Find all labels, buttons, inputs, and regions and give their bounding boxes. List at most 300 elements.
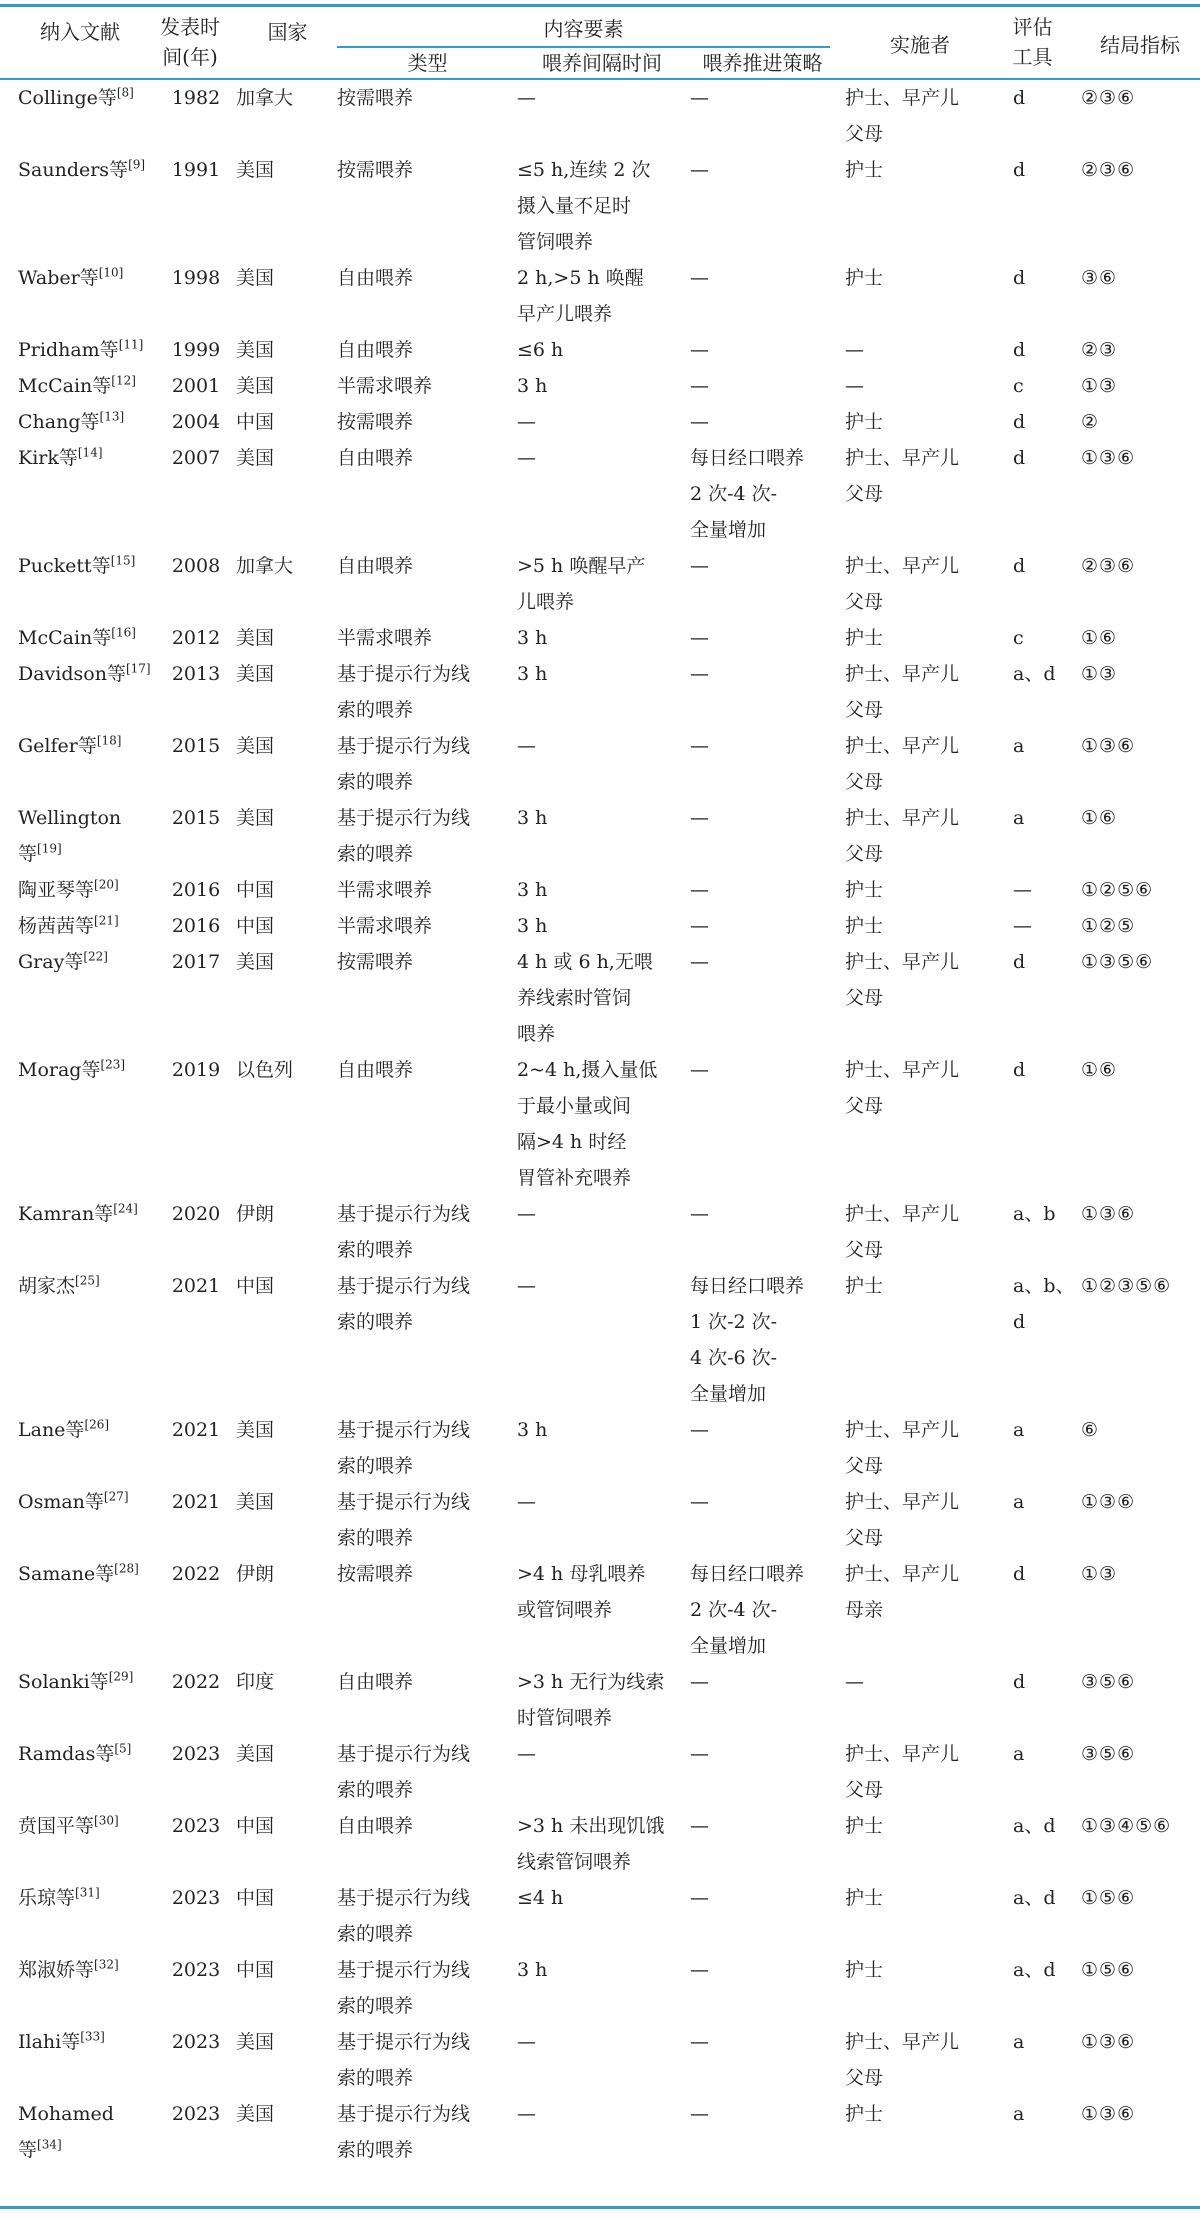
country-text: 美国 (236, 267, 275, 289)
cell-year (160, 548, 232, 620)
cell-implementer (845, 1808, 1007, 1880)
cell-strategy (690, 944, 845, 1052)
outcome-text: ①⑥ (1081, 627, 1118, 649)
year-text: 2022 (171, 1671, 221, 1693)
implementer-text: 护士、早产儿 母亲 (845, 1563, 960, 1621)
strategy-text: 每日经口喂养 1 次-2 次- 4 次-6 次- 全量增加 (690, 1275, 805, 1405)
cell-strategy (690, 800, 845, 872)
cell-year (160, 1736, 232, 1808)
cell-outcome (1075, 1484, 1200, 1556)
cell-year (160, 152, 232, 260)
type-text: 按需喂养 (337, 1563, 414, 1585)
cell-ref (0, 260, 160, 332)
cell-year (160, 1664, 232, 1736)
cell-type (337, 1052, 517, 1196)
cell-implementer (845, 2096, 1007, 2168)
header-type: 类型 (407, 51, 448, 75)
cell-ref (0, 1052, 160, 1196)
cell-ref (0, 1484, 160, 1556)
cell-outcome (1075, 1052, 1200, 1196)
type-text: 基于提示行为线 索的喂养 (337, 1959, 471, 2017)
cell-outcome (1075, 944, 1200, 1052)
cell-year (160, 1484, 232, 1556)
interval-text: ≤6 h (517, 339, 564, 361)
cell-strategy (690, 260, 845, 332)
cell-tool (1007, 80, 1075, 152)
cell-type (337, 1952, 517, 2024)
cell-ref (0, 1880, 160, 1952)
cell-year (160, 80, 232, 152)
data-table (0, 80, 1200, 2168)
cell-tool (1007, 1484, 1075, 1556)
cell-strategy (690, 1268, 845, 1412)
strategy-text: — (690, 1887, 709, 1909)
country-text: 伊朗 (236, 1203, 275, 1225)
table-row (0, 404, 1200, 440)
cell-ref (0, 1736, 160, 1808)
citation-superscript: [22] (83, 949, 108, 964)
outcome-text: ②③⑥ (1081, 159, 1136, 181)
cell-country (232, 548, 337, 620)
cell-strategy (690, 1484, 845, 1556)
cell-strategy (690, 368, 845, 404)
cell-outcome (1075, 332, 1200, 368)
table-row (0, 1952, 1200, 2024)
year-text: 2023 (171, 1815, 221, 1837)
cell-implementer (845, 908, 1007, 944)
citation-superscript: [5] (114, 1741, 132, 1756)
year-text: 2022 (171, 1563, 221, 1585)
cell-type (337, 728, 517, 800)
strategy-text: — (690, 735, 709, 757)
interval-text: 3 h (517, 1959, 548, 1981)
table-row (0, 260, 1200, 332)
strategy-text: — (690, 159, 709, 181)
country-text: 美国 (236, 2103, 275, 2125)
cell-outcome (1075, 656, 1200, 728)
cell-strategy (690, 1556, 845, 1664)
tool-text: d (1013, 447, 1026, 469)
implementer-text: 护士 (845, 915, 884, 937)
ref-text: 乐琼等 (18, 1887, 76, 1909)
interval-text: 3 h (517, 375, 548, 397)
strategy-text: — (690, 1419, 709, 1441)
ref-text: Waber等 (18, 267, 99, 289)
cell-type (337, 80, 517, 152)
tool-text: d (1013, 267, 1026, 289)
cell-tool (1007, 656, 1075, 728)
outcome-text: ③⑤⑥ (1081, 1743, 1136, 1765)
tool-text: a、d (1013, 1815, 1056, 1837)
cell-year (160, 2024, 232, 2096)
interval-text: 2 h,>5 h 唤醒 早产儿喂养 (517, 267, 644, 325)
year-text: 2023 (171, 2031, 221, 2053)
cell-outcome (1075, 80, 1200, 152)
type-text: 基于提示行为线 索的喂养 (337, 1203, 471, 1261)
interval-text: 3 h (517, 915, 548, 937)
ref-text: McCain等 (18, 627, 112, 649)
table-row (0, 1268, 1200, 1412)
cell-implementer (845, 1952, 1007, 2024)
cell-interval (517, 2024, 690, 2096)
implementer-text: 护士 (845, 1275, 884, 1297)
table-row (0, 656, 1200, 728)
table-row (0, 80, 1200, 152)
tool-text: d (1013, 87, 1026, 109)
strategy-text: — (690, 1671, 709, 1693)
implementer-text: — (845, 375, 864, 397)
table-row (0, 1736, 1200, 1808)
tool-text: a (1013, 807, 1025, 829)
implementer-text: 护士、早产儿 父母 (845, 1203, 960, 1261)
ref-text: 胡家杰 (18, 1275, 76, 1297)
cell-strategy (690, 1412, 845, 1484)
citation-superscript: [32] (94, 1957, 119, 1972)
table-row (0, 1808, 1200, 1880)
ref-text: Pridham等 (18, 339, 119, 361)
cell-implementer (845, 872, 1007, 908)
cell-ref (0, 620, 160, 656)
strategy-text: — (690, 339, 709, 361)
strategy-text: — (690, 267, 709, 289)
cell-country (232, 800, 337, 872)
citation-superscript: [16] (111, 625, 136, 640)
cell-country (232, 728, 337, 800)
outcome-text: ①②⑤⑥ (1081, 879, 1154, 901)
year-text: 2013 (171, 663, 221, 685)
cell-ref (0, 872, 160, 908)
outcome-text: ②③⑥ (1081, 87, 1136, 109)
tool-text: a (1013, 1419, 1025, 1441)
country-text: 美国 (236, 339, 275, 361)
cell-implementer (845, 404, 1007, 440)
interval-text: ≤4 h (517, 1887, 564, 1909)
table-row (0, 908, 1200, 944)
cell-strategy (690, 332, 845, 368)
interval-text: 2~4 h,摄入量低 于最小量或间 隔>4 h 时经 胃管补充喂养 (517, 1059, 658, 1189)
cell-year (160, 620, 232, 656)
cell-ref (0, 440, 160, 548)
interval-text: >5 h 唤醒早产 儿喂养 (517, 555, 646, 613)
ref-text: 杨茜茜等 (18, 915, 95, 937)
citation-superscript: [11] (118, 337, 144, 352)
type-text: 按需喂养 (337, 951, 414, 973)
cell-type (337, 260, 517, 332)
year-text: 2001 (171, 375, 221, 397)
year-text: 2023 (171, 2103, 221, 2125)
tool-text: d (1013, 339, 1026, 361)
interval-text: — (517, 87, 536, 109)
cell-implementer (845, 944, 1007, 1052)
cell-year (160, 368, 232, 404)
cell-strategy (690, 872, 845, 908)
implementer-text: 护士、早产儿 父母 (845, 1059, 960, 1117)
cell-type (337, 1412, 517, 1484)
header-outcome: 结局指标 (1100, 33, 1180, 57)
citation-superscript: [28] (114, 1561, 139, 1576)
cell-interval (517, 800, 690, 872)
cell-country (232, 1952, 337, 2024)
cell-interval (517, 368, 690, 404)
interval-text: — (517, 447, 536, 469)
cell-strategy (690, 1664, 845, 1736)
ref-text: Lane等 (18, 1419, 85, 1441)
ref-text: 陶亚琴等 (18, 879, 95, 901)
ref-text: Chang等 (18, 411, 100, 433)
outcome-text: ⑥ (1081, 1419, 1100, 1441)
interval-text: — (517, 1203, 536, 1225)
year-text: 1998 (171, 267, 221, 289)
cell-interval (517, 944, 690, 1052)
cell-implementer (845, 2024, 1007, 2096)
cell-tool (1007, 2024, 1075, 2096)
cell-interval (517, 872, 690, 908)
header-implementer: 实施者 (890, 33, 950, 57)
cell-outcome (1075, 2024, 1200, 2096)
type-text: 半需求喂养 (337, 915, 433, 937)
cell-country (232, 1412, 337, 1484)
cell-tool (1007, 440, 1075, 548)
outcome-text: ③⑤⑥ (1081, 1671, 1136, 1693)
cell-strategy (690, 404, 845, 440)
cell-country (232, 1880, 337, 1952)
implementer-text: 护士、早产儿 父母 (845, 555, 960, 613)
country-text: 美国 (236, 375, 275, 397)
strategy-text: — (690, 411, 709, 433)
ref-text: Davidson等 (18, 663, 126, 685)
cell-strategy (690, 1196, 845, 1268)
cell-interval (517, 728, 690, 800)
cell-tool (1007, 152, 1075, 260)
implementer-text: 护士 (845, 1959, 884, 1981)
table-row (0, 800, 1200, 872)
cell-year (160, 1952, 232, 2024)
cell-outcome (1075, 908, 1200, 944)
cell-interval (517, 332, 690, 368)
interval-text: 4 h 或 6 h,无喂 养线索时管饲 喂养 (517, 951, 653, 1045)
cell-type (337, 1808, 517, 1880)
country-text: 中国 (236, 411, 275, 433)
table-row (0, 2096, 1200, 2168)
citation-superscript: [27] (103, 1489, 129, 1504)
table-row (0, 728, 1200, 800)
ref-text: 贲国平等 (18, 1815, 95, 1837)
country-text: 中国 (236, 1275, 275, 1297)
cell-tool (1007, 1664, 1075, 1736)
cell-ref (0, 152, 160, 260)
ref-text: Morag等 (18, 1059, 101, 1081)
outcome-text: ①③⑤⑥ (1081, 951, 1154, 973)
type-text: 基于提示行为线 索的喂养 (337, 2103, 471, 2161)
tool-text: d (1013, 411, 1026, 433)
strategy-text: — (690, 87, 709, 109)
cell-tool (1007, 1880, 1075, 1952)
cell-ref (0, 908, 160, 944)
outcome-text: ①③⑥ (1081, 735, 1136, 757)
cell-interval (517, 908, 690, 944)
cell-implementer (845, 728, 1007, 800)
strategy-text: — (690, 375, 709, 397)
cell-strategy (690, 908, 845, 944)
cell-ref (0, 728, 160, 800)
citation-superscript: [18] (96, 733, 122, 748)
type-text: 半需求喂养 (337, 879, 433, 901)
cell-tool (1007, 1412, 1075, 1484)
cell-country (232, 1484, 337, 1556)
country-text: 美国 (236, 159, 275, 181)
cell-interval (517, 1880, 690, 1952)
cell-tool (1007, 1736, 1075, 1808)
interval-text: — (517, 2031, 536, 2053)
strategy-text: 每日经口喂养 2 次-4 次- 全量增加 (690, 447, 805, 541)
cell-country (232, 620, 337, 656)
cell-type (337, 908, 517, 944)
cell-interval (517, 1196, 690, 1268)
cell-year (160, 260, 232, 332)
cell-strategy (690, 728, 845, 800)
cell-implementer (845, 1880, 1007, 1952)
year-text: 1999 (171, 339, 221, 361)
implementer-text: 护士 (845, 411, 884, 433)
strategy-text: — (690, 2031, 709, 2053)
cell-strategy (690, 1808, 845, 1880)
type-text: 基于提示行为线 索的喂养 (337, 735, 471, 793)
cell-ref (0, 404, 160, 440)
type-text: 自由喂养 (337, 1671, 414, 1693)
cell-strategy (690, 2096, 845, 2168)
cell-ref (0, 80, 160, 152)
country-text: 美国 (236, 735, 275, 757)
cell-type (337, 332, 517, 368)
cell-outcome (1075, 2096, 1200, 2168)
type-text: 基于提示行为线 索的喂养 (337, 2031, 471, 2089)
cell-type (337, 2096, 517, 2168)
strategy-text: 每日经口喂养 2 次-4 次- 全量增加 (690, 1563, 805, 1657)
interval-text: ≤5 h,连续 2 次 摄入量不足时 管饲喂养 (517, 159, 651, 253)
table-row (0, 1880, 1200, 1952)
cell-type (337, 944, 517, 1052)
year-text: 2023 (171, 1959, 221, 1981)
tool-text: d (1013, 1059, 1026, 1081)
cell-country (232, 1808, 337, 1880)
citation-superscript: [17] (125, 661, 151, 676)
interval-text: >3 h 未出现饥饿 线索管饲喂养 (517, 1815, 665, 1873)
cell-outcome (1075, 800, 1200, 872)
cell-strategy (690, 80, 845, 152)
cell-country (232, 440, 337, 548)
country-text: 美国 (236, 2031, 275, 2053)
year-text: 2021 (171, 1491, 221, 1513)
citation-superscript: [13] (99, 409, 125, 424)
cell-outcome (1075, 404, 1200, 440)
year-text: 2016 (171, 915, 221, 937)
cell-interval (517, 152, 690, 260)
cell-implementer (845, 1556, 1007, 1664)
interval-text: — (517, 1491, 536, 1513)
cell-year (160, 1808, 232, 1880)
implementer-text: 护士 (845, 1815, 884, 1837)
cell-interval (517, 1736, 690, 1808)
cell-tool (1007, 404, 1075, 440)
strategy-text: — (690, 1743, 709, 1765)
cell-country (232, 2096, 337, 2168)
tool-text: a (1013, 1491, 1025, 1513)
ref-text: Samane等 (18, 1563, 115, 1585)
country-text: 印度 (236, 1671, 275, 1693)
strategy-text: — (690, 807, 709, 829)
cell-interval (517, 1268, 690, 1412)
type-text: 按需喂养 (337, 159, 414, 181)
interval-text: — (517, 1275, 536, 1297)
strategy-text: — (690, 1059, 709, 1081)
cell-year (160, 1052, 232, 1196)
interval-text: — (517, 1743, 536, 1765)
cell-year (160, 1556, 232, 1664)
outcome-text: ①③ (1081, 663, 1118, 685)
cell-interval (517, 1808, 690, 1880)
country-text: 美国 (236, 807, 275, 829)
interval-text: >3 h 无行为线索 时管饲喂养 (517, 1671, 665, 1729)
ref-text: Puckett等 (18, 555, 111, 577)
tool-text: a、b (1013, 1203, 1056, 1225)
outcome-text: ①⑤⑥ (1081, 1887, 1136, 1909)
table-row (0, 332, 1200, 368)
country-text: 中国 (236, 915, 275, 937)
ref-text: Wellington 等 (18, 807, 122, 865)
cell-strategy (690, 1952, 845, 2024)
cell-year (160, 440, 232, 548)
outcome-text: ①③ (1081, 1563, 1118, 1585)
cell-ref (0, 1268, 160, 1412)
ref-text: Solanki等 (18, 1671, 109, 1693)
strategy-text: — (690, 2103, 709, 2125)
year-text: 2017 (171, 951, 221, 973)
cell-country (232, 1736, 337, 1808)
cell-tool (1007, 368, 1075, 404)
cell-interval (517, 440, 690, 548)
tool-text: a、b、 d (1013, 1275, 1075, 1333)
table-row (0, 1412, 1200, 1484)
cell-tool (1007, 728, 1075, 800)
cell-outcome (1075, 620, 1200, 656)
cell-country (232, 944, 337, 1052)
interval-text: 3 h (517, 663, 548, 685)
cell-implementer (845, 368, 1007, 404)
strategy-text: — (690, 1815, 709, 1837)
outcome-text: ①⑤⑥ (1081, 1959, 1136, 1981)
country-text: 伊朗 (236, 1563, 275, 1585)
citation-superscript: [33] (80, 2029, 105, 2044)
year-text: 2021 (171, 1419, 221, 1441)
cell-outcome (1075, 260, 1200, 332)
country-text: 加拿大 (236, 87, 294, 109)
cell-type (337, 404, 517, 440)
cell-outcome (1075, 440, 1200, 548)
citation-superscript: [15] (110, 553, 136, 568)
ref-text: Ilahi等 (18, 2031, 81, 2053)
strategy-text: — (690, 915, 709, 937)
cell-tool (1007, 1952, 1075, 2024)
cell-year (160, 332, 232, 368)
cell-ref (0, 1808, 160, 1880)
strategy-text: — (690, 627, 709, 649)
interval-text: 3 h (517, 879, 548, 901)
cell-implementer (845, 332, 1007, 368)
type-text: 自由喂养 (337, 1815, 414, 1837)
implementer-text: 护士、早产儿 父母 (845, 735, 960, 793)
type-text: 自由喂养 (337, 1059, 414, 1081)
type-text: 基于提示行为线 索的喂养 (337, 1743, 471, 1801)
